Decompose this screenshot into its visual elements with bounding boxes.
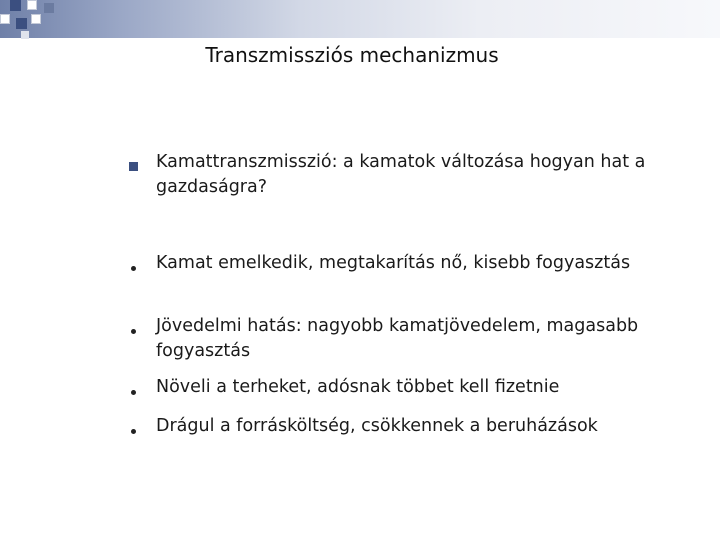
deco-square-6: [31, 14, 41, 24]
deco-square-7: [21, 31, 29, 39]
square-bullet-icon: [126, 156, 140, 175]
dot-bullet-icon: [126, 380, 140, 399]
deco-square-3: [44, 3, 54, 13]
slide-title: Transzmissziós mechanizmus: [205, 43, 499, 67]
deco-square-5: [16, 18, 27, 29]
list-item-text: Növeli a terheket, adósnak többet kell fizetnie: [156, 377, 560, 397]
dot-bullet-icon: [126, 319, 140, 338]
dot-bullet-icon: [126, 419, 140, 438]
list-item-text: Kamattranszmisszió: a kamatok változása hogyan hat a gazdaságra?: [156, 152, 646, 197]
deco-square-1: [10, 0, 21, 11]
list-item-text: Drágul a forrásköltség, csökkennek a beruházások: [156, 416, 598, 436]
deco-square-2: [27, 0, 37, 10]
list-item-text: Jövedelmi hatás: nagyobb kamatjövedelem, magasabb fogyasztás: [156, 316, 639, 361]
header-gradient-band: [0, 0, 720, 38]
list-item-text: Kamat emelkedik, megtakarítás nő, kisebb fogyasztás: [156, 253, 631, 273]
deco-square-4: [0, 14, 10, 24]
dot-bullet-icon: [126, 256, 140, 275]
